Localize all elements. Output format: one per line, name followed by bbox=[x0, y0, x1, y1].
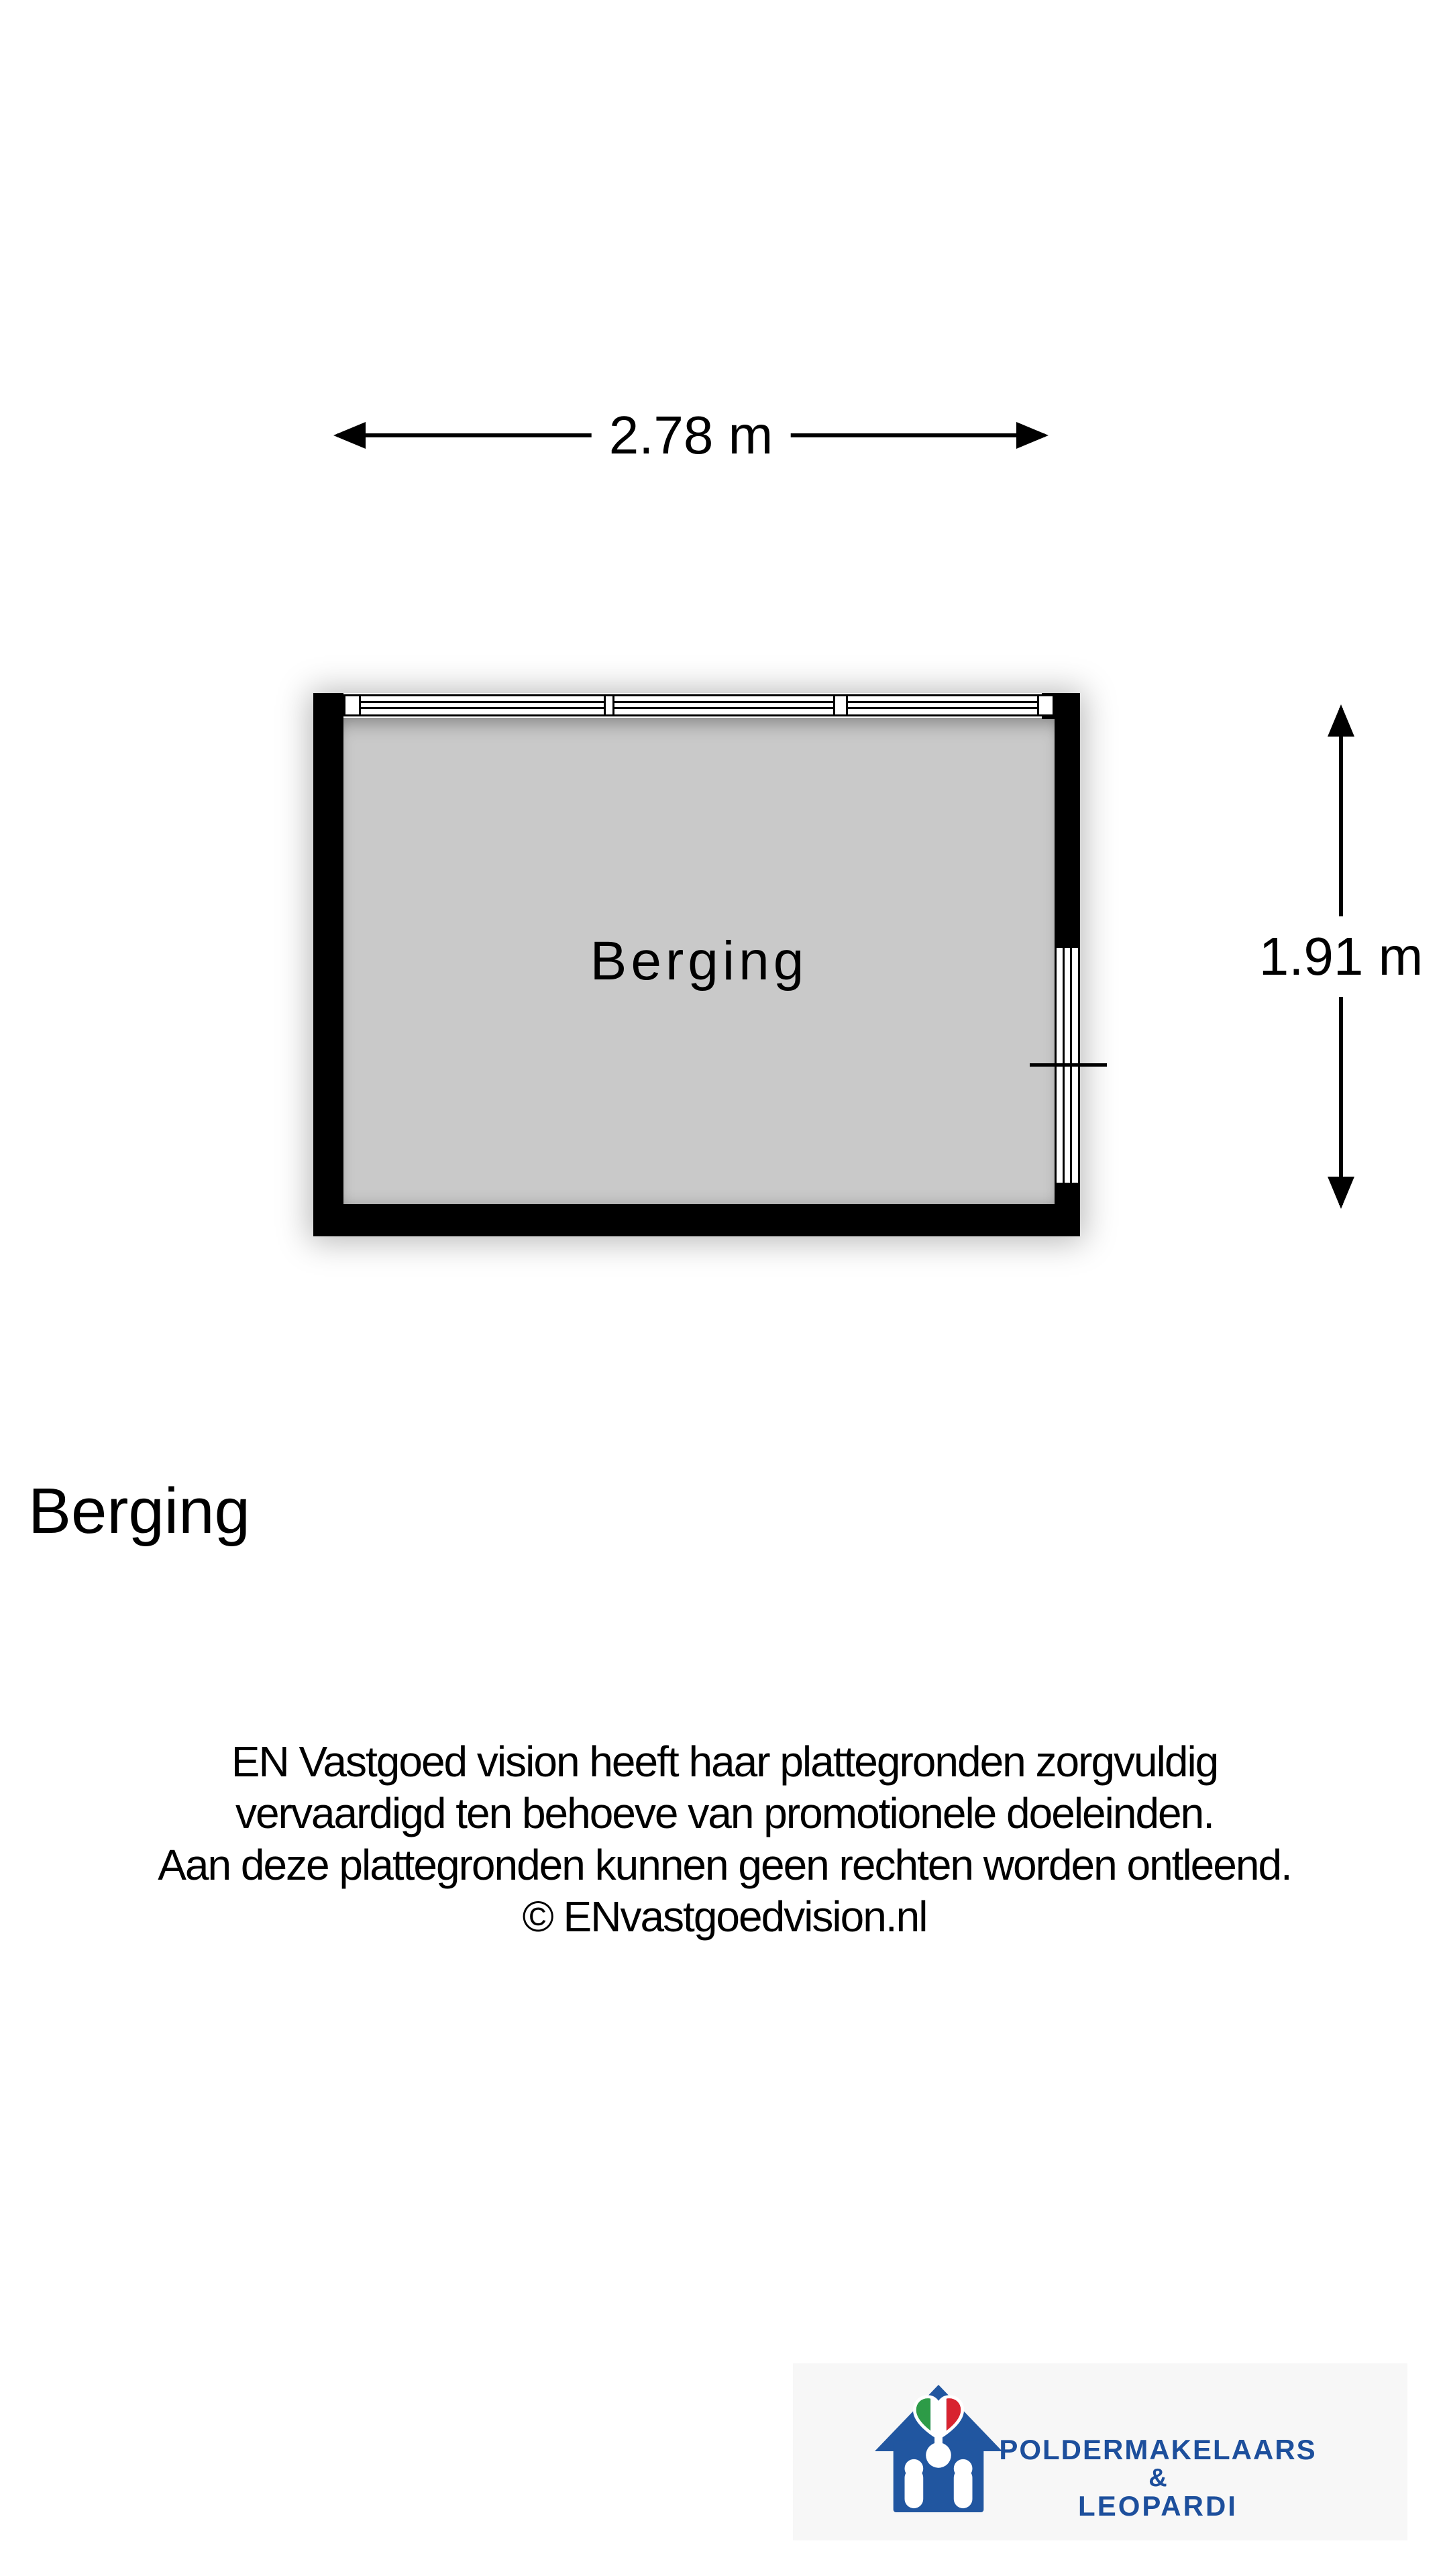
arrow-right-icon bbox=[1016, 422, 1049, 449]
copyright-line: © ENvastgoedvision.nl bbox=[522, 1892, 927, 1941]
wall-left bbox=[313, 693, 343, 1236]
room-label: Berging bbox=[590, 930, 808, 991]
logo-name-bottom: LEOPARDI bbox=[1078, 2490, 1238, 2522]
floorplan-drawing bbox=[313, 693, 1080, 1236]
wall-bottom bbox=[313, 1204, 1080, 1236]
window-pane bbox=[612, 696, 835, 714]
logo-wordmark bbox=[998, 2435, 1318, 2521]
window-pane bbox=[846, 696, 1039, 714]
width-dimension-arrow bbox=[333, 405, 1049, 465]
height-dimension-arrow bbox=[1258, 704, 1424, 1209]
height-dimension-label: 1.91 m bbox=[1251, 916, 1432, 997]
width-dimension-label: 2.78 m bbox=[592, 400, 791, 470]
disclaimer-line: EN Vastgoed vision heeft haar plattegronden zorgvuldig bbox=[231, 1737, 1218, 1786]
logo-name-top: POLDERMAKELAARS bbox=[999, 2434, 1317, 2465]
disclaimer-line: vervaardigd ten behoeve van promotionele doeleinden. bbox=[235, 1789, 1214, 1837]
window-pane bbox=[359, 696, 606, 714]
room-floor bbox=[343, 718, 1055, 1204]
door-marker bbox=[1030, 1063, 1107, 1067]
logo-ampersand: & bbox=[1148, 2464, 1167, 2492]
page-title: Berging bbox=[28, 1475, 250, 1547]
arrow-down-icon bbox=[1328, 1177, 1354, 1209]
disclaimer bbox=[0, 1736, 1449, 1943]
logo-house-icon bbox=[872, 2381, 1005, 2516]
disclaimer-line: Aan deze plattegronden kunnen geen rechten worden ontleend. bbox=[158, 1841, 1291, 1889]
window-top bbox=[343, 694, 1055, 716]
